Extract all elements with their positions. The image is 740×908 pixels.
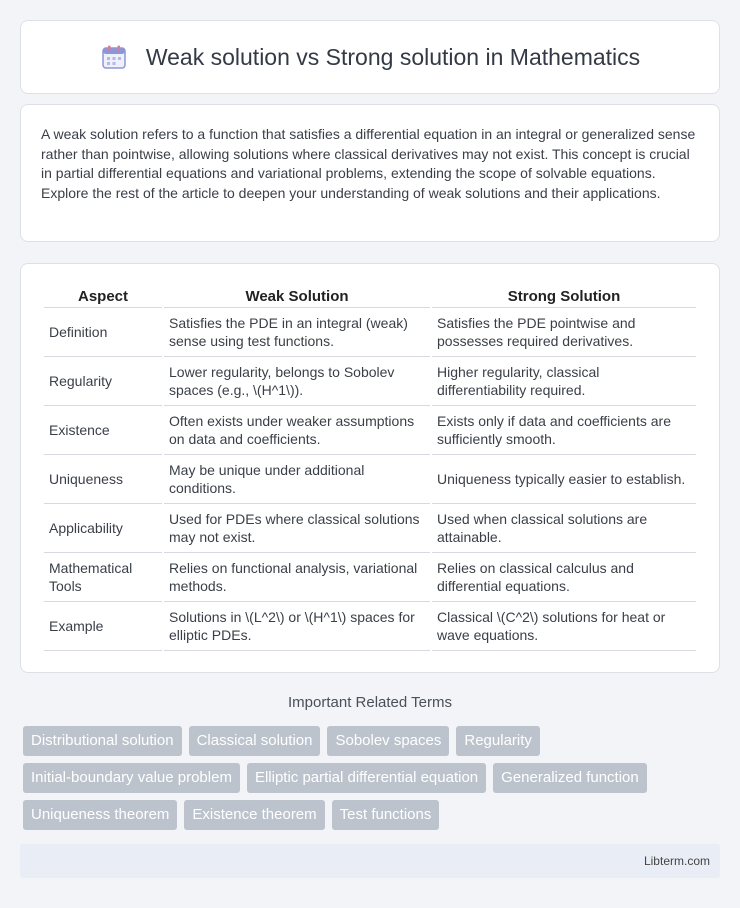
table-row	[44, 455, 696, 504]
cell-strong: Relies on classical calculus and differential equations.	[432, 553, 696, 602]
header-aspect: Aspect	[44, 286, 162, 308]
cell-strong: Exists only if data and coefficients are sufficiently smooth.	[432, 406, 696, 455]
related-terms-list	[23, 726, 703, 830]
footer-site-link[interactable]: Libterm.com	[643, 854, 710, 868]
related-term-tag[interactable]: Distributional solution	[23, 726, 182, 756]
cell-strong: Uniqueness typically easier to establish.	[432, 455, 696, 504]
cell-aspect: Mathematical Tools	[44, 553, 162, 602]
header-weak-solution: Weak Solution	[164, 286, 430, 308]
cell-weak: Satisfies the PDE in an integral (weak) sense using test functions.	[164, 308, 430, 357]
related-term-tag[interactable]: Generalized function	[493, 763, 647, 793]
cell-aspect: Example	[44, 602, 162, 651]
table-row	[44, 357, 696, 406]
cell-strong: Higher regularity, classical differentiability required.	[432, 357, 696, 406]
cell-aspect: Existence	[44, 406, 162, 455]
related-term-tag[interactable]: Initial-boundary value problem	[23, 763, 240, 793]
related-term-tag[interactable]: Sobolev spaces	[327, 726, 449, 756]
table-row	[44, 406, 696, 455]
related-term-tag[interactable]: Test functions	[332, 800, 440, 830]
table-row	[44, 504, 696, 553]
cell-strong: Classical \(C^2\) solutions for heat or wave equations.	[432, 602, 696, 651]
related-term-tag[interactable]: Classical solution	[189, 726, 321, 756]
cell-aspect: Uniqueness	[44, 455, 162, 504]
cell-weak: May be unique under additional conditions.	[164, 455, 430, 504]
cell-weak: Lower regularity, belongs to Sobolev spaces (e.g., \(H^1\)).	[164, 357, 430, 406]
calendar-icon	[100, 43, 128, 71]
intro-card	[20, 104, 720, 242]
comparison-card	[20, 263, 720, 673]
cell-strong: Satisfies the PDE pointwise and possesses required derivatives.	[432, 308, 696, 357]
comparison-table	[42, 286, 698, 651]
page-title: Weak solution vs Strong solution in Mathematics	[145, 43, 641, 70]
related-term-tag[interactable]: Elliptic partial differential equation	[247, 763, 486, 793]
related-term-tag[interactable]: Regularity	[456, 726, 540, 756]
cell-aspect: Applicability	[44, 504, 162, 553]
table-row	[44, 553, 696, 602]
cell-weak: Solutions in \(L^2\) or \(H^1\) spaces for elliptic PDEs.	[164, 602, 430, 651]
footer	[20, 844, 720, 878]
table-row	[44, 308, 696, 357]
title-card	[20, 20, 720, 94]
table-row	[44, 602, 696, 651]
cell-strong: Used when classical solutions are attainable.	[432, 504, 696, 553]
cell-weak: Used for PDEs where classical solutions may not exist.	[164, 504, 430, 553]
intro-text: A weak solution refers to a function that satisfies a differential equation in an integral or generalized sense rather than pointwise, allowing solutions where classical derivatives may not exist. This concept is crucial in partial differential equations and variational problems, extending the scope of solvable equations. Explore the rest of the article to deepen your understanding of weak solutions and their applications.	[41, 126, 696, 201]
related-term-tag[interactable]: Uniqueness theorem	[23, 800, 177, 830]
cell-aspect: Definition	[44, 308, 162, 357]
table-header-row	[44, 286, 696, 308]
header-strong-solution: Strong Solution	[432, 286, 696, 308]
cell-weak: Often exists under weaker assumptions on data and coefficients.	[164, 406, 430, 455]
related-terms-title: Important Related Terms	[288, 694, 452, 711]
related-term-tag[interactable]: Existence theorem	[184, 800, 324, 830]
cell-aspect: Regularity	[44, 357, 162, 406]
cell-weak: Relies on functional analysis, variational methods.	[164, 553, 430, 602]
